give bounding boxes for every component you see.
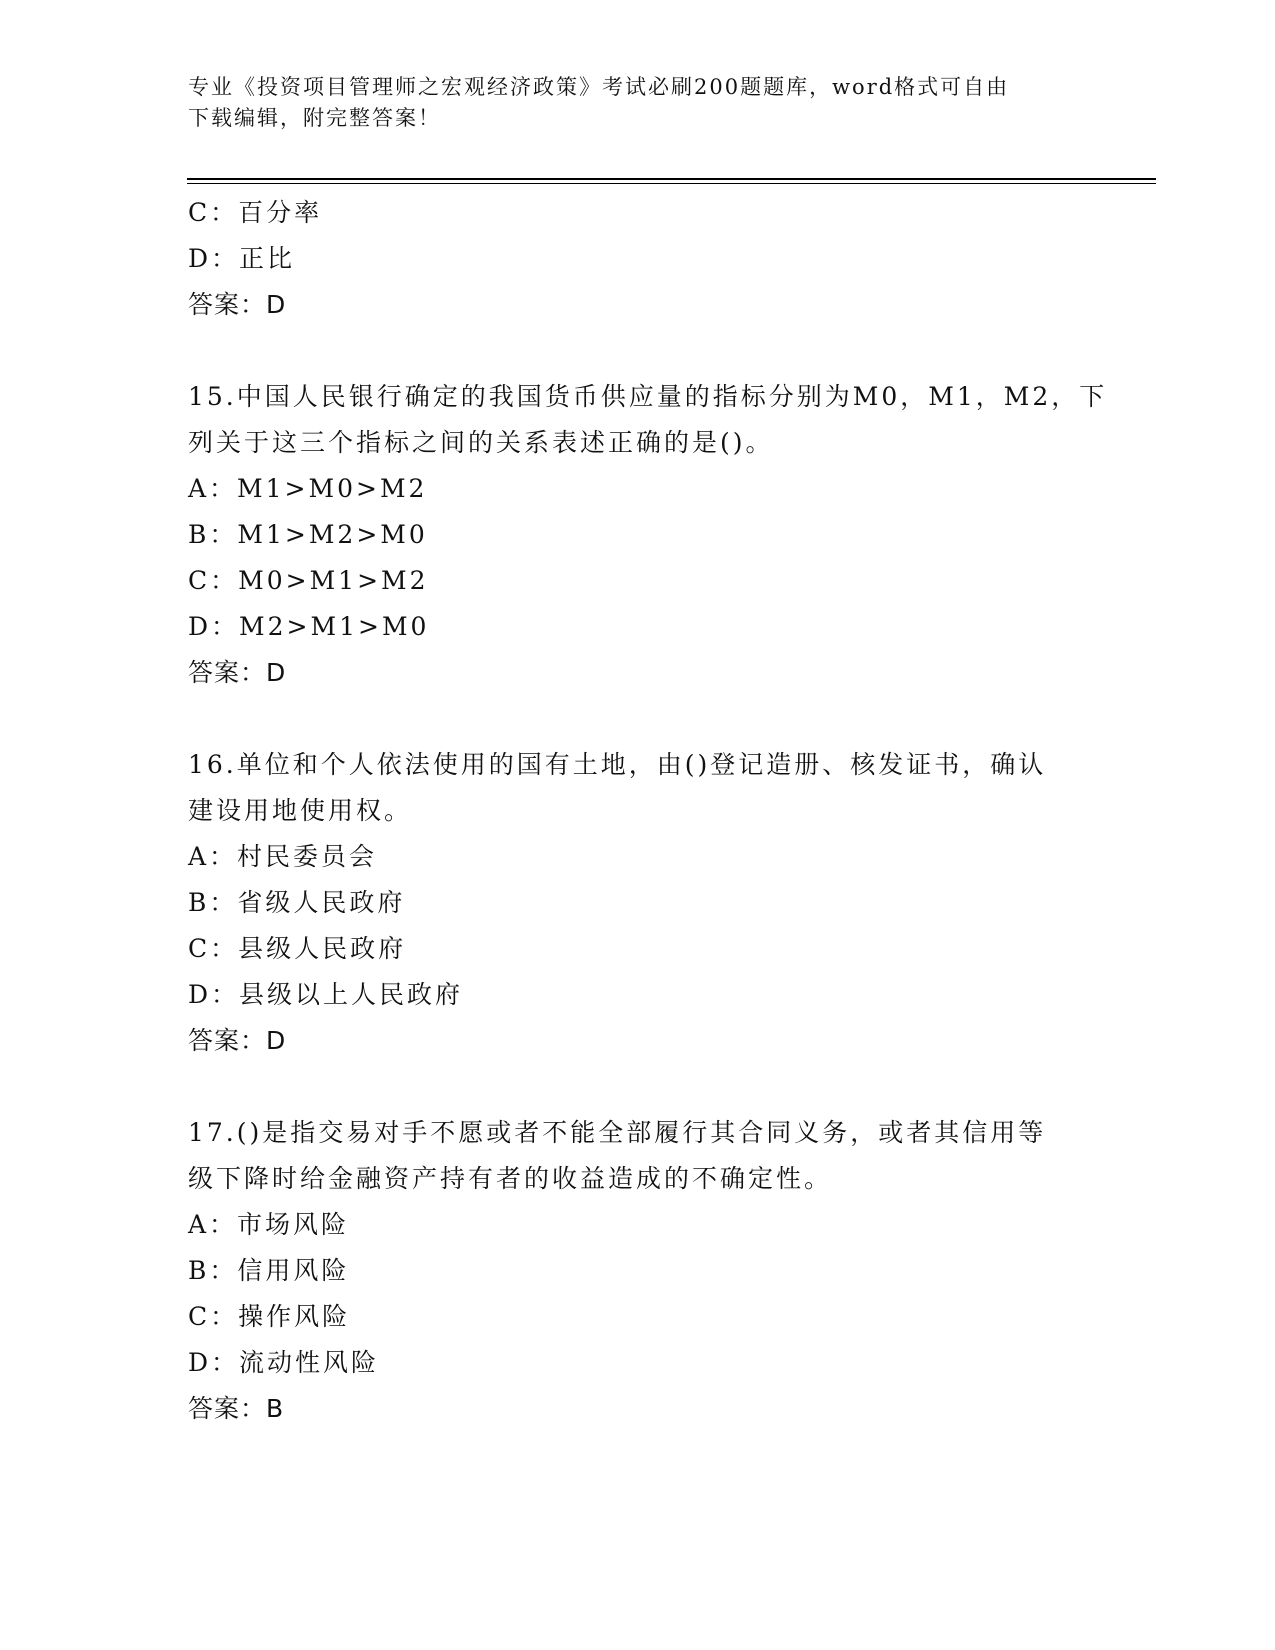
answer-line: 答案：D — [188, 1026, 287, 1055]
option-a: A：市场风险 — [188, 1210, 350, 1239]
option-c: C：操作风险 — [188, 1302, 351, 1331]
header-line-1: 专业《投资项目管理师之宏观经济政策》考试必刷200题题库，word格式可自由 — [188, 75, 1010, 99]
option-b: B：M1>M2>M0 — [188, 520, 428, 549]
header-divider-thick — [187, 178, 1156, 180]
option-b: B：省级人民政府 — [188, 888, 406, 917]
question-stem-line-1: 16.单位和个人依法使用的国有土地，由()登记造册、核发证书，确认 — [188, 750, 1047, 779]
answer-line: 答案：D — [188, 290, 287, 319]
question-17 — [188, 1110, 1088, 1432]
question-stem-line-1: 17.()是指交易对手不愿或者不能全部履行其合同义务，或者其信用等 — [188, 1118, 1047, 1147]
question-list — [188, 190, 1108, 1432]
question-stem-line-2: 级下降时给金融资产持有者的收益造成的不确定性。 — [188, 1164, 833, 1193]
document-header — [188, 72, 1088, 134]
header-line-2: 下载编辑，附完整答案！ — [188, 106, 441, 130]
option-c: C：M0>M1>M2 — [188, 566, 429, 595]
question-stem-line-1: 15.中国人民银行确定的我国货币供应量的指标分别为M0，M1，M2，下 — [188, 382, 1108, 411]
question-15 — [188, 374, 1108, 696]
option-a: A：M1>M0>M2 — [188, 474, 428, 503]
option-d: D：正比 — [188, 244, 296, 273]
spacer — [188, 328, 1088, 374]
option-a: A：村民委员会 — [188, 842, 378, 871]
option-c: C：县级人民政府 — [188, 934, 407, 963]
spacer — [188, 1064, 1088, 1110]
question-16 — [188, 742, 1088, 1064]
option-d: D：县级以上人民政府 — [188, 980, 464, 1009]
spacer — [188, 696, 1088, 742]
partial-question — [188, 190, 1088, 328]
option-b: B：信用风险 — [188, 1256, 350, 1285]
answer-line: 答案：B — [188, 1394, 285, 1423]
header-divider-thin — [187, 183, 1156, 184]
question-stem-line-2: 列关于这三个指标之间的关系表述正确的是()。 — [188, 428, 774, 457]
option-c: C：百分率 — [188, 198, 323, 227]
option-d: D：M2>M1>M0 — [188, 612, 430, 641]
option-d: D：流动性风险 — [188, 1348, 380, 1377]
answer-line: 答案：D — [188, 658, 287, 687]
question-stem-line-2: 建设用地使用权。 — [188, 796, 413, 825]
